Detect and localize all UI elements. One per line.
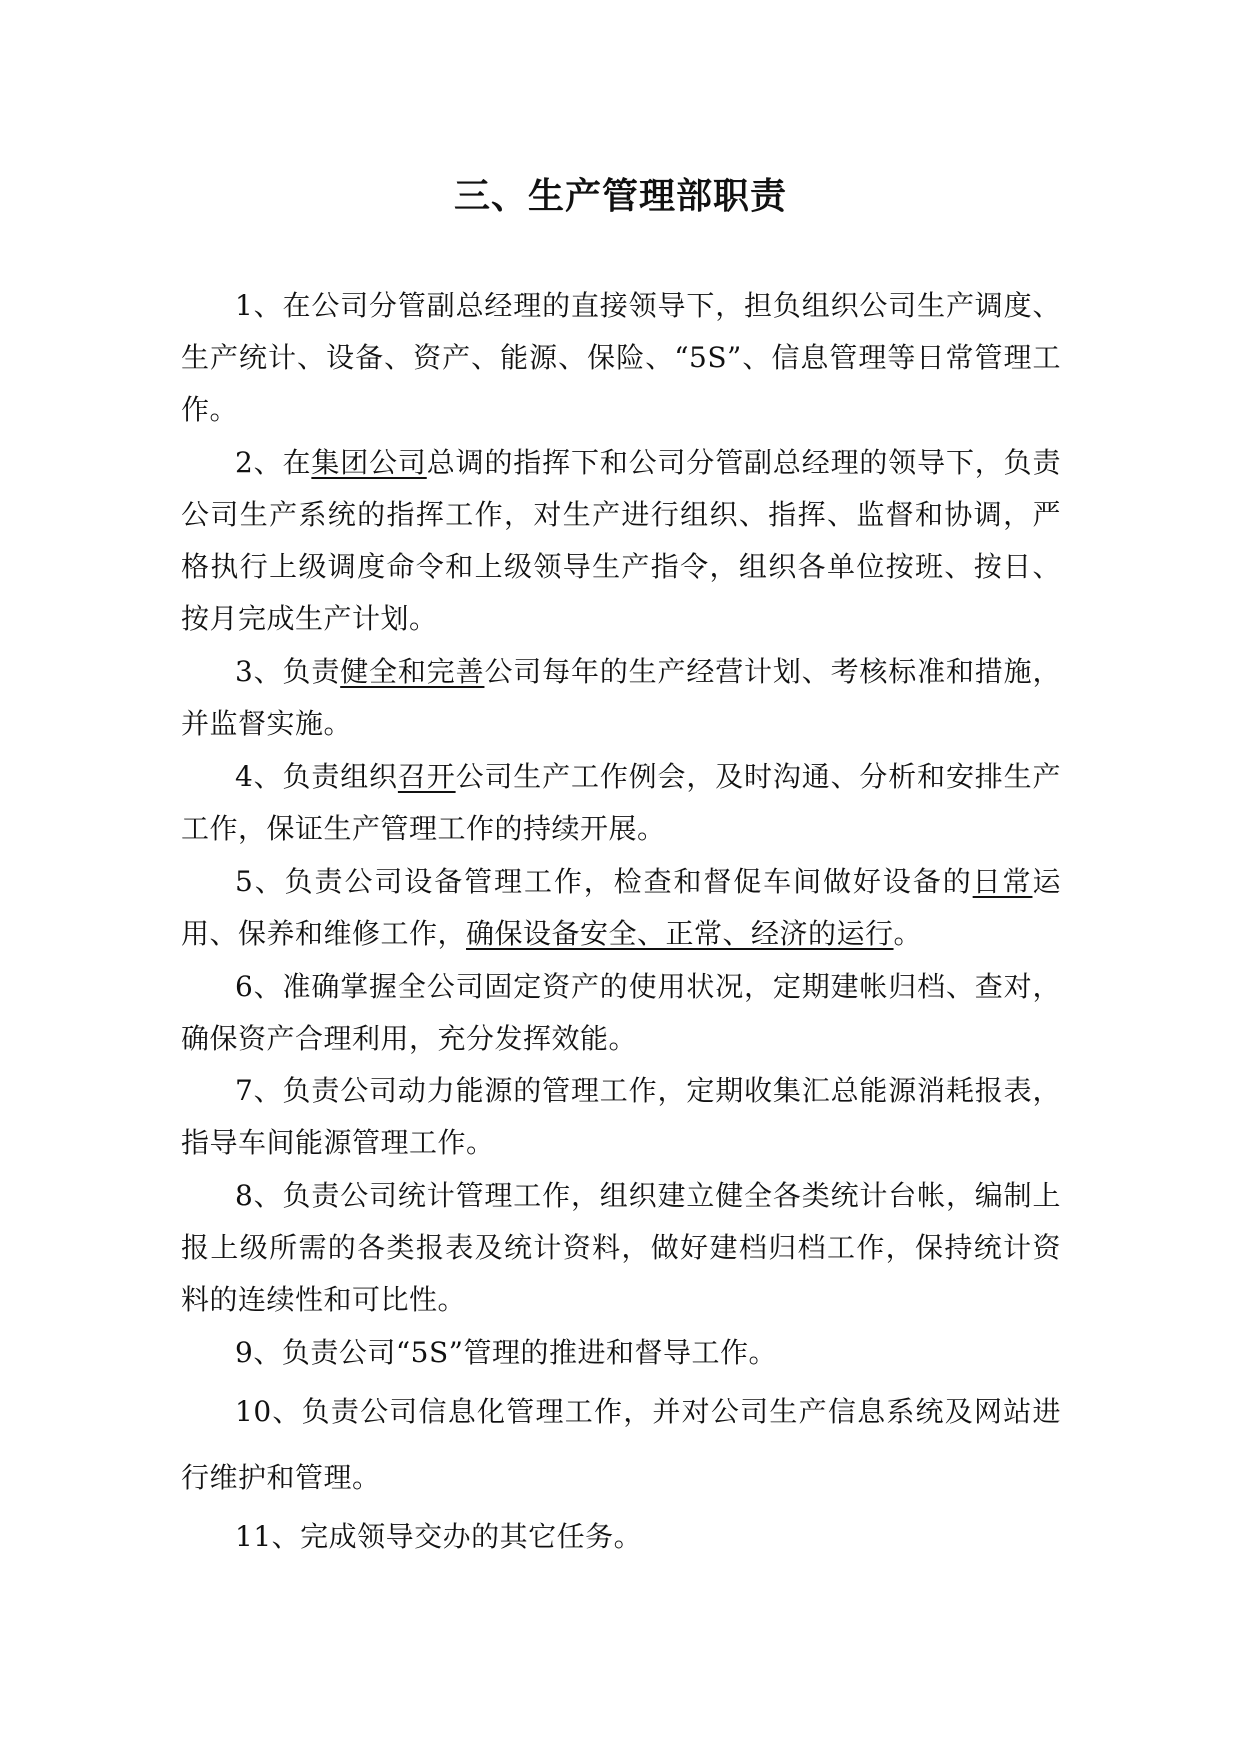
duty-item-5 [181, 856, 1061, 960]
duty-item-5-text-a: 5、负责公司设备管理工作，检查和督促车间做好设备的 [235, 865, 973, 898]
duty-item-1-text: 1、在公司分管副总经理的直接领导下，担负组织公司生产调度、生产统计、设备、资产、能源、保险、“5S”、信息管理等日常管理工作。 [181, 289, 1061, 426]
underlined-term: 健全和完善 [340, 655, 485, 688]
duty-item-3-text-a: 3、负责 [235, 655, 341, 688]
duty-item-3 [181, 646, 1061, 750]
duty-item-10-text: 10、负责公司信息化管理工作，并对公司生产信息系统及网站进行维护和管理。 [181, 1395, 1061, 1494]
duty-item-7-text: 7、负责公司动力能源的管理工作，定期收集汇总能源消耗报表，指导车间能源管理工作。 [181, 1074, 1061, 1159]
duty-item-2-text-a: 2、在 [235, 446, 312, 479]
duty-item-6-text: 6、准确掌握全公司固定资产的使用状况，定期建帐归档、查对，确保资产合理利用，充分发挥效能。 [181, 970, 1061, 1055]
duty-item-6 [181, 961, 1061, 1065]
duty-item-4-text-a: 4、负责组织 [235, 760, 398, 793]
duty-item-4 [181, 751, 1061, 855]
duty-item-3-text-b: 公司每年的生产经营计划、考核标准和措施，并监督实施。 [181, 655, 1061, 740]
duty-item-11-text: 11、完成领导交办的其它任务。 [235, 1520, 643, 1553]
duty-item-1 [181, 280, 1061, 436]
duty-item-8 [181, 1170, 1061, 1326]
duty-item-2 [181, 437, 1061, 645]
duty-item-5-text-c: 。 [893, 917, 923, 950]
duty-item-11 [181, 1511, 1061, 1563]
duty-item-4-text-b: 公司生产工作例会，及时沟通、分析和安排生产工作，保证生产管理工作的持续开展。 [181, 760, 1061, 845]
duty-item-9-text: 9、负责公司“5S”管理的推进和督导工作。 [235, 1336, 777, 1369]
underlined-term: 召开 [397, 760, 456, 793]
underlined-term: 集团公司 [311, 446, 427, 479]
duty-item-2-text-b: 总调的指挥下和公司分管副总经理的领导下，负责公司生产系统的指挥工作，对生产进行组织、指挥、监督和协调，严格执行上级调度命令和上级领导生产指令，组织各单位按班、按日、按月完成生产计划。 [181, 446, 1061, 635]
duty-item-7 [181, 1065, 1061, 1169]
duty-item-10 [181, 1379, 1061, 1511]
duty-item-9 [181, 1327, 1061, 1379]
duty-item-8-text: 8、负责公司统计管理工作，组织建立健全各类统计台帐，编制上报上级所需的各类报表及统计资料，做好建档归档工作，保持统计资料的连续性和可比性。 [181, 1179, 1061, 1316]
underlined-term: 确保设备安全、正常、经济的运行 [466, 917, 894, 950]
duty-item-5-text-b: 运用、保养和维修工作， [181, 865, 1061, 950]
page-title: 三、生产管理部职责 [453, 176, 787, 217]
underlined-term: 日常 [972, 865, 1033, 898]
